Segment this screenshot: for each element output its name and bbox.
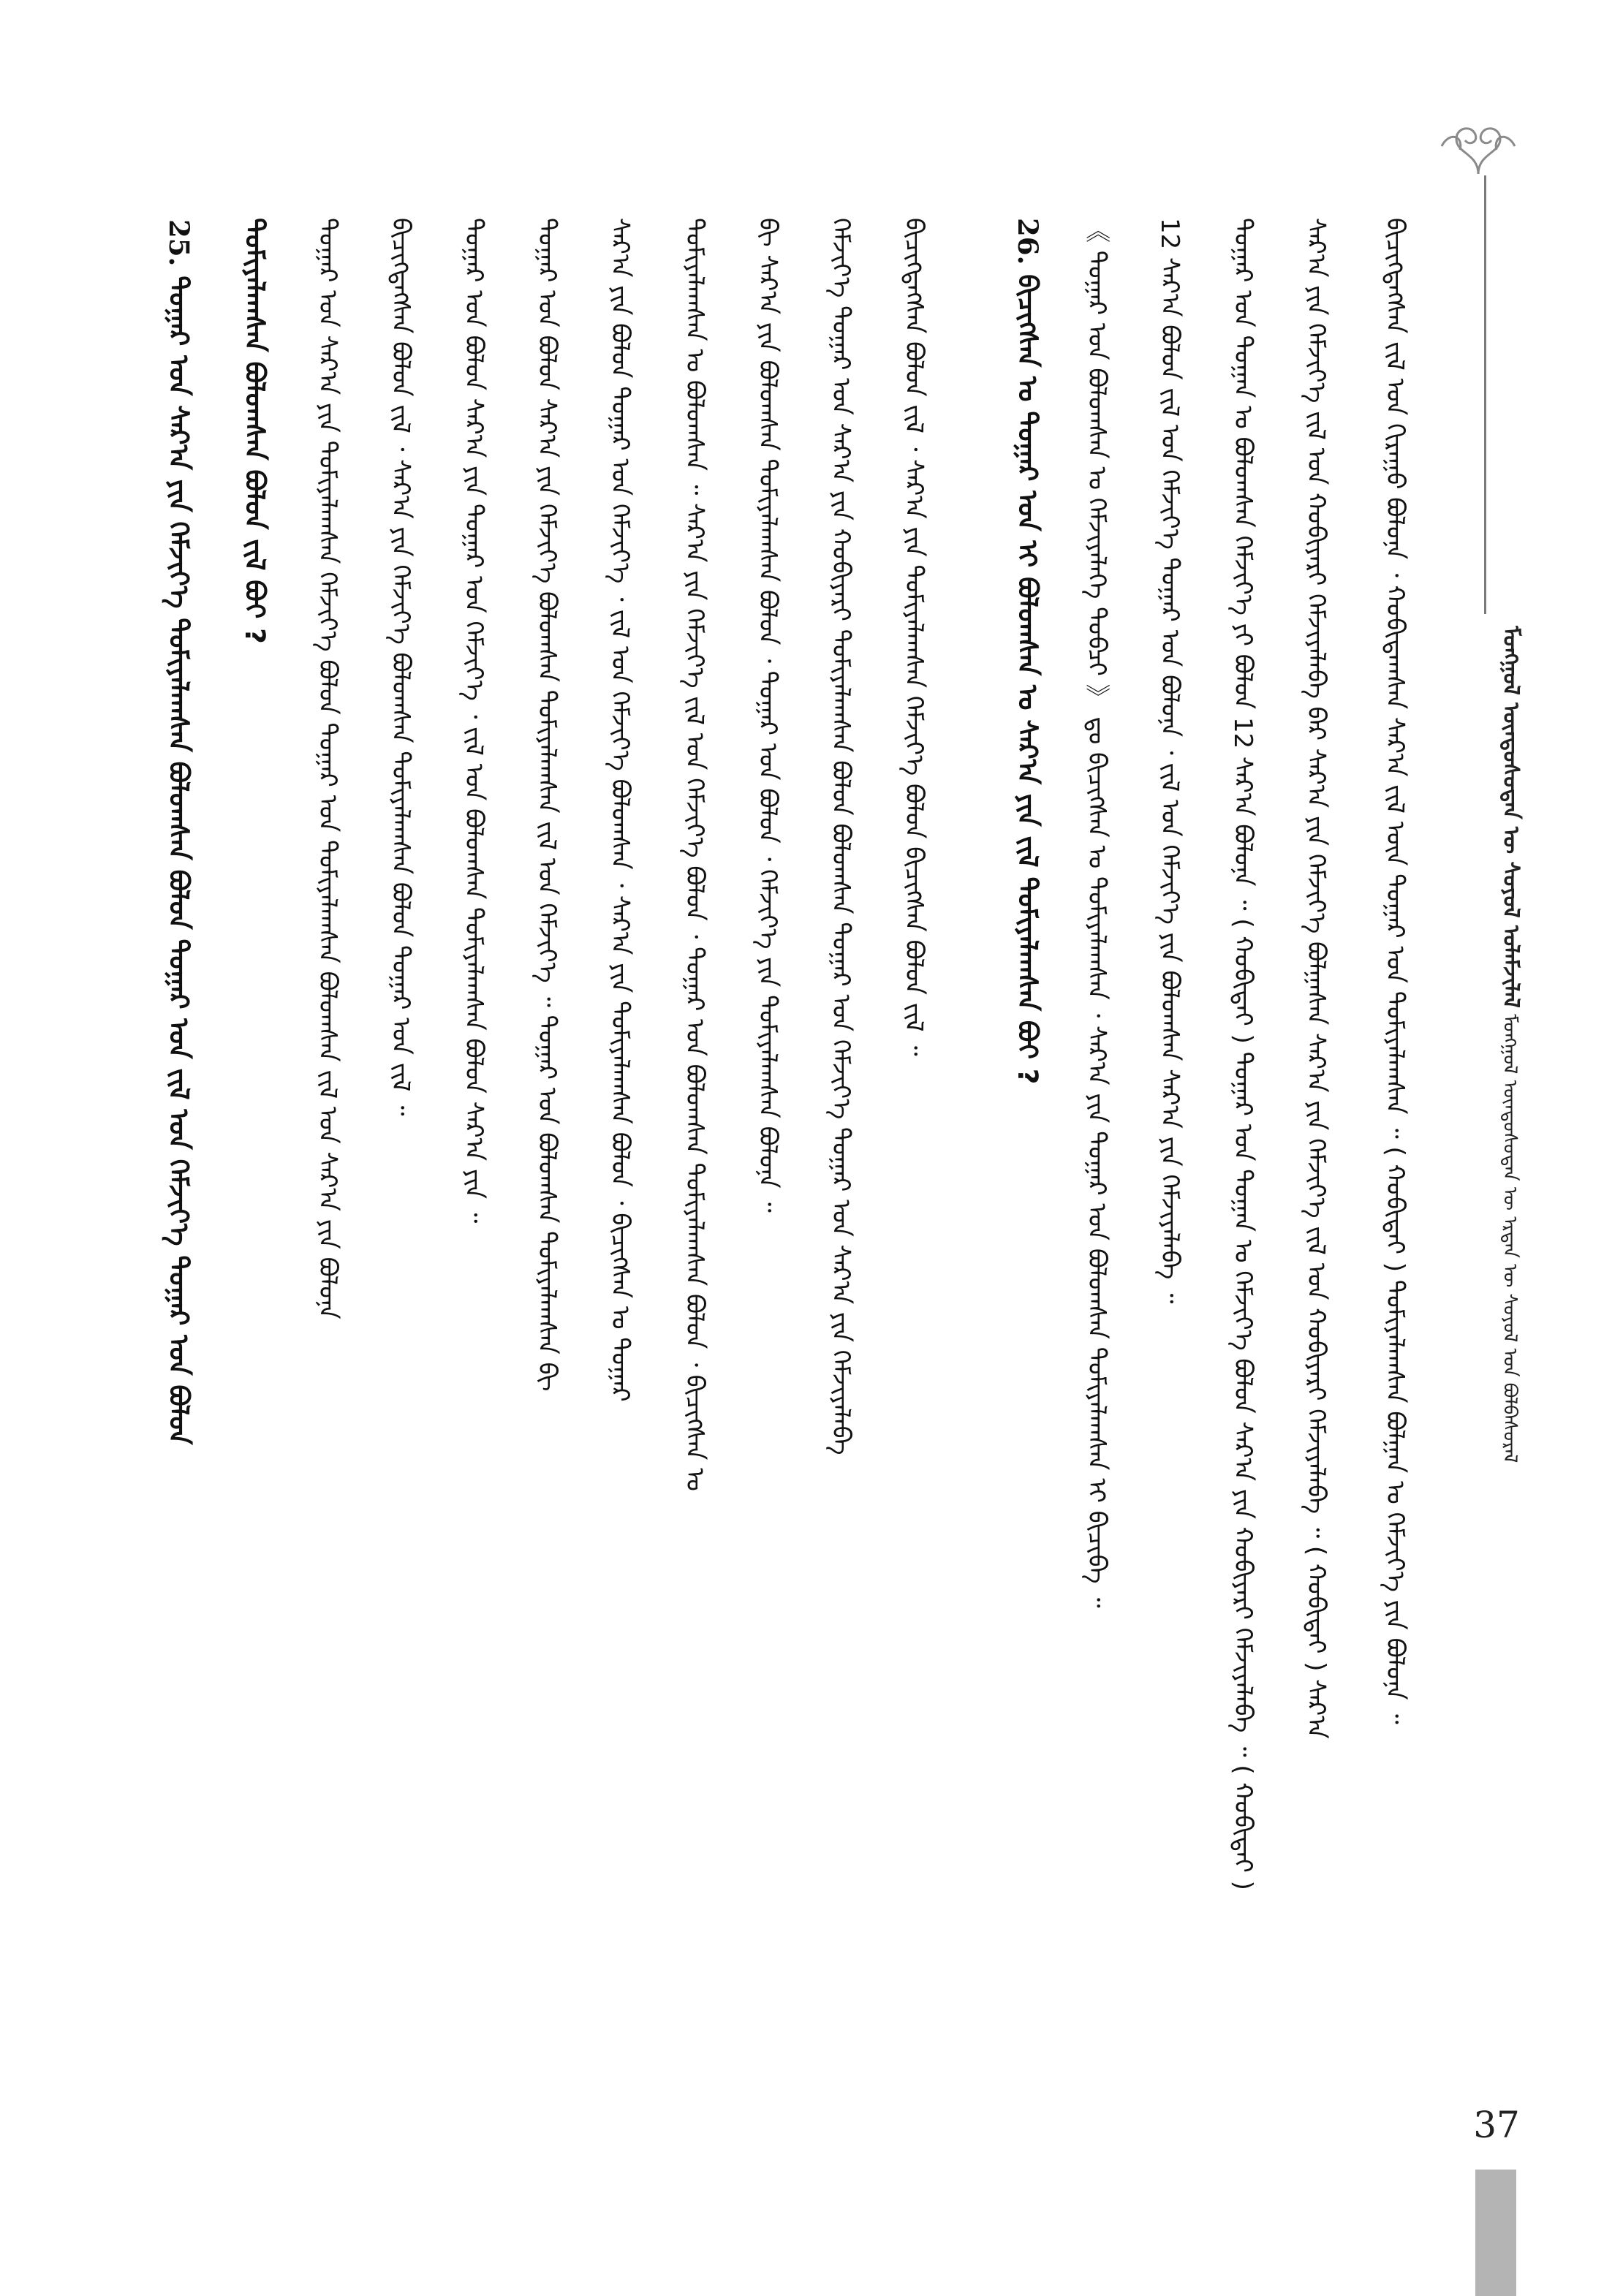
text-column-15: ᠲᠤᠭᠠᠷ ᠤᠨ ᠰᠠᠷ᠎ᠠ ᠶᠢᠨ ᠲᠣᠮᠢᠶᠠᠯᠠᠭᠰᠠᠨ ᠬᠡᠮᠵᠢᠶ᠎ᠡ ᠪᠣᠯᠤᠨ ᠲᠤᠭᠠᠷ ᠤᠨ ᠲᠣᠮᠢᠶᠠᠯᠠᠭᠰᠠᠨ ᠪᠣᠯᠤᠭᠰᠠᠨ ᠵᠢᠯ ᠤᠨ ᠰᠠᠷ᠎ᠠ ᠶᠢᠨ ᠪᠣᠯᠤᠨᠠ: [313, 218, 342, 1319]
header-subtitle: ᠮᠣᠩᠭᠣᠯ ᠦᠨᠳᠦᠰᠦᠲᠡᠨ ᠦ ᠡᠷᠲᠡᠨ ᠦ ᠰᠣᠶᠣᠯ ᠤᠨ ᠪᠣᠯᠪᠠᠰᠤᠷᠠᠯ: [1499, 1014, 1521, 1463]
question-26: [1005, 218, 1049, 2089]
text-column-2: ᠰᠠᠷ᠎ᠠ ᠶᠢᠨ ᠬᠡᠮᠵᠢᠶ᠎ᠡ ᠵᠢᠯ ᠤᠨ ᠬᠤᠪᠢᠶᠠᠷᠢ ᠬᠡᠮᠵᠢᠶᠡᠯᠡᠪᠡ ᠪᠠᠷ ᠰᠠᠷ᠎ᠠ ᠶᠢᠨ ᠬᠡᠮᠵᠢᠶ᠎ᠡ ᠪᠣᠯᠭᠠᠰᠠᠨ ᠰᠠᠷ᠎ᠠ ᠶᠢᠨ ᠬᠡᠮᠵᠢᠶ᠎ᠡ ᠵᠢᠯ ᠤᠨ ᠬᠤᠪᠢᠶᠠᠷᠢ ᠬᠡᠮᠵᠢᠶᠡᠯᠡᠪᠡ ᠃ ( ᠬᠣᠪᠢᠲᠠᠢ ) ᠰᠠᠷ᠎ᠠ: [1301, 218, 1331, 1739]
text-column-4: 12 ᠰᠠᠷ᠎ᠠ ᠪᠣᠯᠤᠨ ᠵᠢᠯ ᠤᠨ ᠬᠡᠮᠵᠢᠶ᠎ᠡ ᠲᠤᠭᠠᠷ ᠤᠨ ᠪᠣᠯᠤᠨᠠ ᠂ ᠵᠢᠯ ᠤᠨ ᠬᠡᠮᠵᠢᠶ᠎ᠡ ᠶᠢᠨ ᠪᠣᠯᠤᠭᠰᠠᠨ ᠰᠠᠷ᠎ᠠ ᠶᠢᠨ ᠬᠡᠮᠵᠢᠶᠡᠯᠡᠪᠡ ᠃: [1155, 218, 1184, 1304]
header-title: ᠮᠣᠩᠭᠣᠯ ᠦᠨᠳᠦᠰᠦᠲᠡᠨ ᠦ ᠰᠣᠶᠣᠯ ᠤᠯᠠᠮᠵᠢᠯᠠᠯ: [1498, 626, 1524, 1008]
text-column-16: ᠲᠣᠮᠢᠶᠠᠯᠠᠭᠰᠠᠨ ᠪᠣᠯᠤᠭᠰᠠᠨ ᠪᠣᠯᠤᠨ ᠵᠢᠯ ᠪᠣᠢ ?: [239, 218, 270, 644]
page-number: 37: [1473, 2104, 1520, 2146]
text-column-9: ᠪᠢ ᠰᠠᠷ᠎ᠠ ᠶᠢᠨ ᠪᠣᠯᠤᠭᠰᠠᠨ ᠲᠣᠮᠢᠶᠠᠯᠠᠭᠰᠠᠨ ᠪᠣᠯᠤᠨ ᠂ ᠲᠤᠭᠠᠷ ᠤᠨ ᠪᠣᠯᠤᠨ ᠂ ᠬᠡᠮᠵᠢᠶ᠎ᠡ ᠶᠢᠨ ᠲᠣᠮᠢᠶᠠᠯᠠᠭᠰᠠᠨ ᠪᠣᠯᠤᠨᠠ ᠃: [753, 218, 782, 1213]
text-column-1: ᠪᠢᠴᠢᠭᠳᠡᠭᠰᠡᠨ ᠵᠢᠯ ᠤᠨ ᠬᠢᠷᠠᠭᠤ ᠪᠣᠯᠤᠨᠠ ᠂ ᠬᠣᠪᠢᠲᠠᠭᠰᠠᠨ ᠰᠠᠷ᠎ᠠ ᠵᠢᠯ ᠦᠨ ᠲᠤᠭᠠᠷ ᠤᠨ ᠲᠣᠮᠢᠶᠠᠯᠠᠭᠰᠠᠨ ᠃ ( ᠬᠣᠪᠢᠲᠠᠢ ) ᠲᠣᠮᠢᠶᠠᠯᠠᠭᠰᠠᠨ ᠪᠣᠯᠭᠠᠨ ᠤ ᠬᠡᠮᠵᠢᠶ᠎ᠡ ᠶᠢᠨ ᠪᠣᠯᠤᠨᠠ ᠃: [1380, 218, 1410, 1724]
text-column-13: ᠲᠤᠭᠠᠷ ᠤᠨ ᠪᠣᠯᠤᠨ ᠰᠠᠷ᠎ᠠ ᠶᠢᠨ ᠲᠤᠭᠠᠷ ᠤᠨ ᠬᠡᠮᠵᠢᠶ᠎ᠡ ᠂ ᠵᠢᠯ ᠤᠨ ᠪᠣᠯᠤᠭᠰᠠᠨ ᠲᠣᠮᠢᠶᠠᠯᠠᠭᠰᠠᠨ ᠪᠣᠯᠤᠨ ᠰᠠᠷ᠎ᠠ ᠶᠢᠨ ᠃: [459, 218, 488, 1224]
question-text: ᠪᠢᠴᠢᠭᠰᠡᠨ ᠤ ᠲᠤᠭᠠᠷ ᠤᠨ ᠢ ᠪᠣᠯᠤᠭᠰᠠᠨ ᠤ ᠰᠠᠷ᠎ᠠ ᠶᠢᠨ ᠵᠢᠯ ᠲᠣᠮᠢᠶᠠᠯᠠᠭᠰᠠᠨ ᠪᠣᠢ ?: [1012, 274, 1043, 1085]
text-column-3: ᠲᠤᠭᠠᠷ ᠤᠨ ᠲᠣᠭᠠᠨ ᠤ ᠪᠣᠯᠤᠭᠰᠠᠨ ᠬᠡᠮᠵᠢᠶ᠎ᠡ ᠶᠢ ᠪᠣᠯᠤᠨ 12 ᠰᠠᠷ᠎ᠠ ᠪᠣᠯᠤᠨᠠ ᠃ ( ᠬᠣᠪᠢᠲᠠᠢ ) ᠲᠤᠭᠠᠷ ᠤᠨ ᠲᠣᠭᠠᠨ ᠤ ᠬᠡᠮᠵᠢᠶ᠎ᠡ ᠪᠣᠯᠤᠨ ᠰᠠᠷ᠎ᠠ ᠶᠢᠨ ᠬᠤᠪᠢᠶᠠᠷᠢ ᠬᠡᠮᠵᠢᠶᠡᠯᠡᠪᠡ ᠃ ( ᠬᠣᠪᠢᠲᠠᠢ ): [1228, 218, 1257, 1890]
page-tab: [1475, 2170, 1516, 2296]
text-column-11: ᠰᠠᠷ᠎ᠠ ᠶᠢᠨ ᠪᠣᠯᠤᠨ ᠲᠤᠭᠠᠷ ᠤᠨ ᠬᠡᠮᠵᠢᠶ᠎ᠡ ᠂ ᠵᠢᠯ ᠤᠨ ᠬᠡᠮᠵᠢᠶ᠎ᠡ ᠪᠣᠯᠤᠭᠰᠠᠨ ᠂ ᠰᠠᠷ᠎ᠠ ᠶᠢᠨ ᠲᠣᠮᠢᠶᠠᠯᠠᠭᠰᠠᠨ ᠪᠣᠯᠤᠨ ᠂ ᠪᠢᠴᠢᠭᠰᠡᠨ ᠤ ᠲᠤᠭᠠᠷ: [605, 218, 635, 1402]
question-text: ᠲᠤᠭᠠᠷ ᠤᠨ ᠰᠠᠷ᠎ᠠ ᠶᠢᠨ ᠬᠡᠮᠵᠢᠶ᠎ᠡ ᠲᠣᠮᠢᠶᠠᠯᠠᠭᠰᠠᠨ ᠪᠣᠯᠤᠭᠰᠠᠨ ᠪᠣᠯᠤᠨ ᠲᠤᠭᠠᠷ ᠤᠨ ᠵᠢᠯ ᠤᠨ ᠬᠡᠮᠵᠢᠶ᠎ᠡ ᠲᠤᠭᠠᠷ ᠤᠨ ᠪᠣᠯᠤᠨ: [163, 276, 194, 1445]
text-column-10: ᠲᠣᠮᠢᠶᠠᠯᠠᠭᠰᠠᠨ ᠤ ᠪᠣᠯᠤᠭᠰᠠᠨ ᠃ ᠰᠠᠷ᠎ᠠ ᠶᠢᠨ ᠬᠡᠮᠵᠢᠶ᠎ᠡ ᠵᠢᠯ ᠤᠨ ᠬᠡᠮᠵᠢᠶ᠎ᠡ ᠪᠣᠯᠤᠨ ᠂ ᠲᠤᠭᠠᠷ ᠤᠨ ᠪᠣᠯᠤᠭᠰᠠᠨ ᠲᠣᠮᠢᠶᠠᠯᠠᠭᠰᠠᠨ ᠪᠣᠯᠤᠨ ᠂ ᠪᠢᠴᠢᠭᠰᠡᠨ ᠤ: [680, 218, 709, 1491]
text-column-7: ᠪᠢᠴᠢᠭᠳᠡᠭᠰᠡᠨ ᠪᠣᠯᠤᠨ ᠵᠢᠯ ᠂ ᠰᠠᠷ᠎ᠠ ᠶᠢᠨ ᠲᠣᠮᠢᠶᠠᠯᠠᠭᠰᠠᠨ ᠬᠡᠮᠵᠢᠶ᠎ᠡ ᠪᠣᠯᠤᠨ ᠪᠢᠴᠢᠭᠰᠡᠨ ᠪᠣᠯᠤᠨ ᠵᠢᠯ ᠃: [899, 218, 928, 1056]
text-column-5: 《 ᠲᠤᠭᠠᠷ ᠤᠨ ᠪᠣᠯᠤᠭᠰᠠᠨ ᠤ ᠬᠡᠮᠵᠢᠶᠡᠯᠡᠭᠡ ᠲᠣᠪᠴᠢ 》 ᠳᠤ ᠪᠢᠴᠢᠭᠰᠡᠨ ᠤ ᠲᠣᠮᠢᠶᠠᠯᠠᠭᠰᠠᠨ ᠂ ᠰᠠᠷ᠎ᠠ ᠶᠢᠨ ᠲᠤᠭᠠᠷ ᠤᠨ ᠪᠣᠯᠤᠭᠰᠠᠨ ᠲᠣᠮᠢᠶᠠᠯᠠᠭᠰᠠᠨ ᠢ ᠪᠢᠴᠢᠪᠡ ᠃: [1082, 218, 1111, 1608]
text-column-8: ᠬᠡᠮᠵᠢᠶ᠎ᠡ ᠲᠤᠭᠠᠷ ᠤᠨ ᠰᠠᠷ᠎ᠠ ᠶᠢᠨ ᠬᠤᠪᠢᠶᠠᠷᠢ ᠲᠣᠮᠢᠶᠠᠯᠠᠭᠰᠠᠨ ᠪᠣᠯᠤᠨ ᠪᠣᠯᠤᠭᠰᠠᠨ ᠲᠤᠭᠠᠷ ᠤᠨ ᠬᠡᠮᠵᠢᠶ᠎ᠡ ᠲᠤᠭᠠᠷ ᠤᠨ ᠰᠠᠷ᠎ᠠ ᠶᠢᠨ ᠬᠡᠮᠵᠢᠶᠡᠯᠡᠪᠡ: [826, 218, 855, 1455]
header-rule: [1484, 175, 1486, 614]
running-header: [1488, 626, 1532, 1620]
question-25: [156, 219, 200, 2091]
flourish-ornament-icon: [1427, 117, 1529, 175]
question-number: 26.: [1012, 218, 1044, 265]
question-number: 25.: [163, 219, 195, 267]
text-column-12: ᠲᠤᠭᠠᠷ ᠤᠨ ᠪᠣᠯᠤᠨ ᠰᠠᠷ᠎ᠠ ᠶᠢᠨ ᠬᠡᠮᠵᠢᠶ᠎ᠡ ᠪᠣᠯᠤᠭᠰᠠᠨ ᠲᠣᠮᠢᠶᠠᠯᠠᠭᠰᠠᠨ ᠵᠢᠯ ᠤᠨ ᠬᠡᠮᠵᠢᠶ᠎ᠡ ᠃ ᠲᠤᠭᠠᠷ ᠤᠨ ᠪᠣᠯᠤᠭᠰᠠᠨ ᠲᠣᠮᠢᠶᠠᠯᠠᠭᠰᠠᠨ ᠪᠢ: [532, 218, 561, 1392]
text-column-14: ᠪᠢᠴᠢᠭᠳᠡᠭᠰᠡᠨ ᠪᠣᠯᠤᠨ ᠵᠢᠯ ᠂ ᠰᠠᠷ᠎ᠠ ᠶᠢᠨ ᠬᠡᠮᠵᠢᠶ᠎ᠡ ᠪᠣᠯᠤᠭᠰᠠᠨ ᠲᠣᠮᠢᠶᠠᠯᠠᠭᠰᠠᠨ ᠪᠣᠯᠤᠨ ᠲᠤᠭᠠᠷ ᠤᠨ ᠵᠢᠯ ᠃: [386, 218, 415, 1116]
